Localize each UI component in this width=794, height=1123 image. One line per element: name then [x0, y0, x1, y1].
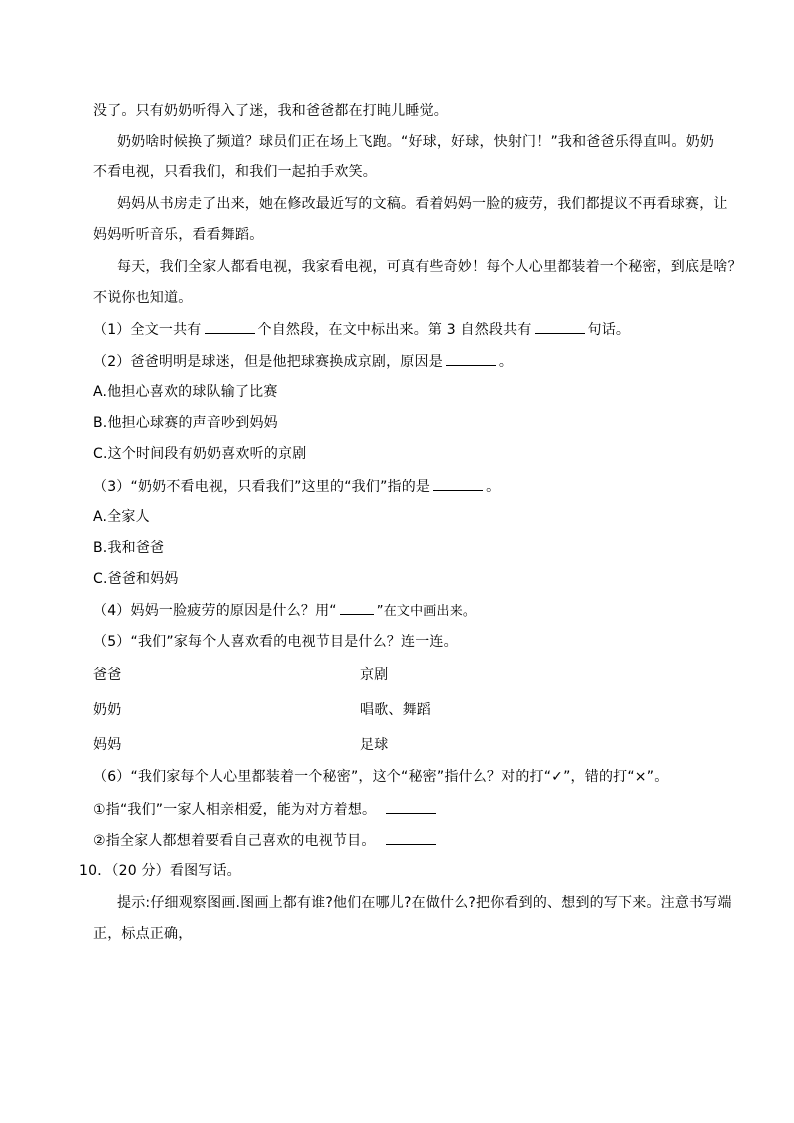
statement-text: ①指“我们”一家人相亲相爱，能为对方着想。: [93, 802, 377, 818]
underline-mark: [340, 600, 374, 615]
passage-line: 妈妈听听音乐，看看舞蹈。: [93, 227, 264, 243]
question-6: （6）“我们家每个人心里都装着一个秘密”，这个“秘密”指什么？对的打“✓”，错的打“×”。: [93, 769, 669, 785]
match-right-item[interactable]: 唱歌、舞蹈: [360, 702, 431, 718]
question-2: [93, 351, 513, 372]
question-2-end: 。: [498, 354, 514, 370]
question-3: [93, 476, 500, 497]
passage-paragraph-3: 妈妈从书房走了出来，她在修改最近写的文稿。看着妈妈一脸的疲劳，我们都提议不再看球赛，让: [117, 196, 728, 212]
passage-paragraph-2: 奶奶啥时候换了频道？球员们正在场上飞跑。“好球，好球，快射门！”我和爸爸乐得直叫。奶奶: [117, 134, 715, 150]
question-3-end: 。: [486, 479, 501, 495]
match-left-item[interactable]: 奶奶: [93, 702, 122, 718]
question-1-text-c: 句话。: [587, 322, 631, 338]
match-left-item[interactable]: 爸爸: [93, 667, 122, 683]
question-1: [93, 319, 630, 340]
option-a: A.全家人: [93, 509, 150, 525]
match-right-item[interactable]: 足球: [360, 737, 389, 753]
statement-text: ②指全家人都想着要看自己喜欢的电视节目。: [93, 833, 376, 849]
match-right-item[interactable]: 京剧: [360, 667, 389, 683]
question-6-item-1: [93, 799, 439, 820]
question-10-header: 10．（20 分）看图写话。: [79, 863, 241, 879]
match-left-item[interactable]: 妈妈: [93, 737, 122, 753]
answer-blank[interactable]: [205, 319, 255, 334]
option-c: C.爸爸和妈妈: [93, 571, 179, 587]
passage-line: 不说你也知道。: [93, 290, 193, 306]
question-10-hint: 提示:仔细观察图画.图画上都有谁?他们在哪儿?在做什么?把你看到的、想到的写下来。注意书写端: [117, 895, 732, 911]
option-b: B.他担心球赛的声音吵到妈妈: [93, 415, 278, 431]
question-2-text: （2）爸爸明明是球迷，但是他把球赛换成京剧，原因是: [93, 354, 443, 370]
option-c: C.这个时间段有奶奶喜欢听的京剧: [93, 446, 307, 462]
question-4: [93, 600, 476, 622]
answer-blank[interactable]: [386, 830, 436, 845]
question-1-text-b: 个自然段，在文中标出来。第 3 自然段共有: [257, 322, 532, 338]
passage-paragraph-4: 每天，我们全家人都看电视，我家看电视，可真有些奇妙！每个人心里都装着一个秘密，到底是啥？: [117, 259, 742, 275]
passage-line: 不看电视，只看我们，和我们一起拍手欢笑。: [93, 164, 377, 180]
answer-blank[interactable]: [446, 351, 496, 366]
answer-blank[interactable]: [535, 319, 585, 334]
question-6-item-2: [93, 830, 439, 851]
passage-line: 没了。只有奶奶听得入了迷，我和爸爸都在打盹儿睡觉。: [93, 103, 448, 119]
question-10-hint-cont: 正，标点正确，: [93, 926, 193, 942]
option-b: B.我和爸爸: [93, 540, 165, 556]
question-4-text-a: （4）妈妈一脸疲劳的原因是什么？用“: [93, 603, 337, 619]
answer-blank[interactable]: [433, 476, 483, 491]
question-4-text-b: ”在文中画出来。: [376, 604, 477, 619]
option-a: A.他担心喜欢的球队输了比赛: [93, 384, 278, 400]
question-5: （5）“我们”家每个人喜欢看的电视节目是什么？连一连。: [93, 634, 458, 650]
question-3-text: （3）“奶奶不看电视，只看我们”这里的“我们”指的是: [93, 479, 431, 495]
question-1-text-a: （1）全文一共有: [93, 322, 202, 338]
answer-blank[interactable]: [386, 799, 436, 814]
